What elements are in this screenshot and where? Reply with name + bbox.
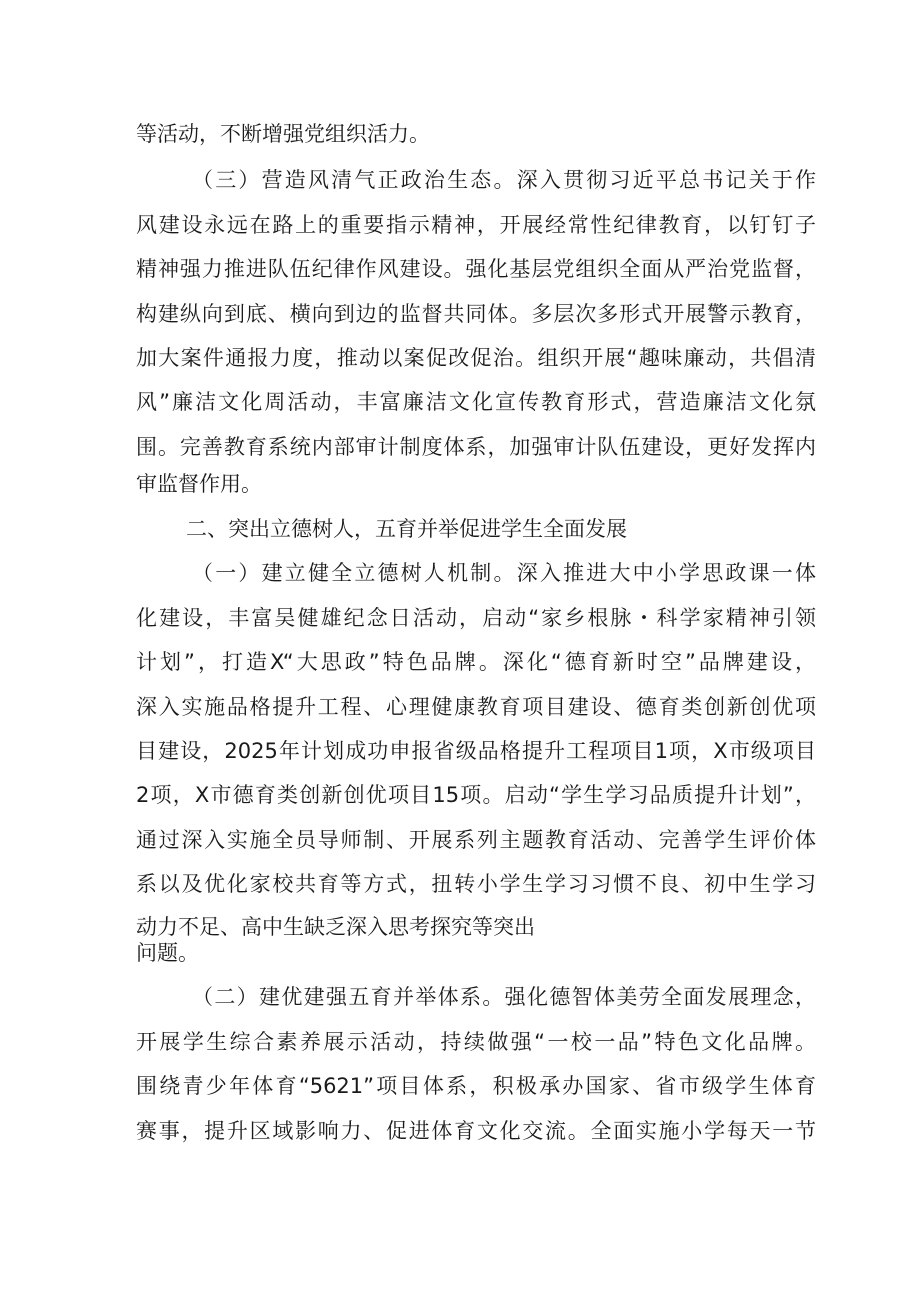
paragraph-heading-2: （二）建优建强五育并举体系。强化德智体美劳全面发展理念，	[192, 985, 816, 1009]
text-line: 赛事，提升区域影响力、促进体育文化交流。全面实施小学每天一节	[136, 1119, 816, 1143]
text-line: 化建设，丰富吴健雄纪念日活动，启动“家乡根脉・科学家精神引领	[136, 606, 816, 630]
text-line: 开展学生综合素养展示活动，持续做强“一校一品”特色文化品牌。	[136, 1030, 816, 1054]
text-line: 系以及优化家校共育等方式，扭转小学生学习习惯不良、初中生学习	[136, 872, 816, 896]
text-line: 目建设，2025年计划成功申报省级品格提升工程项目1项，X市级项目	[136, 739, 816, 763]
paragraph-heading-1: （一）建立健全立德树人机制。深入推进大中小学思政课一体	[192, 561, 816, 585]
text-line: 风建设永远在路上的重要指示精神，开展经常性纪律教育，以钉钉子	[136, 213, 816, 237]
text-line: 风”廉洁文化周活动，丰富廉洁文化宣传教育形式，营造廉洁文化氛	[136, 390, 816, 414]
text-line: 动力不足、高中生缺乏深入思考探究等突出	[136, 915, 535, 939]
paragraph-heading-3: （三）营造风清气正政治生态。深入贯彻习近平总书记关于作	[192, 168, 816, 192]
section-heading-2: 二、突出立德树人，五育并举促进学生全面发展	[186, 517, 627, 541]
text-line: 围。完善教育系统内部审计制度体系，加强审计队伍建设，更好发挥内	[136, 435, 816, 459]
text-line: 审监督作用。	[136, 472, 262, 496]
text-line: 问题。	[136, 941, 199, 965]
text-line: 精神强力推进队伍纪律作风建设。强化基层党组织全面从严治党监督，	[136, 257, 816, 281]
text-line: 计划”，打造X“大思政”特色品牌。深化“德育新时空”品牌建设，	[136, 650, 816, 674]
text-line: 加大案件通报力度，推动以案促改促治。组织开展“趣味廉动，共倡清	[136, 346, 816, 370]
text-line: 深入实施品格提升工程、心理健康教育项目建设、德育类创新创优项	[136, 695, 816, 719]
text-line: 通过深入实施全员导师制、开展系列主题教育活动、完善学生评价体	[136, 828, 816, 852]
text-line: 构建纵向到底、横向到边的监督共同体。多层次多形式开展警示教育，	[136, 302, 816, 326]
text-line: 等活动，不断增强党组织活力。	[136, 122, 430, 146]
text-line: 围绕青少年体育“5621”项目体系，积极承办国家、省市级学生体育	[136, 1074, 816, 1098]
text-line: 2项，X市德育类创新创优项目15项。启动“学生学习品质提升计划”，	[136, 783, 816, 807]
